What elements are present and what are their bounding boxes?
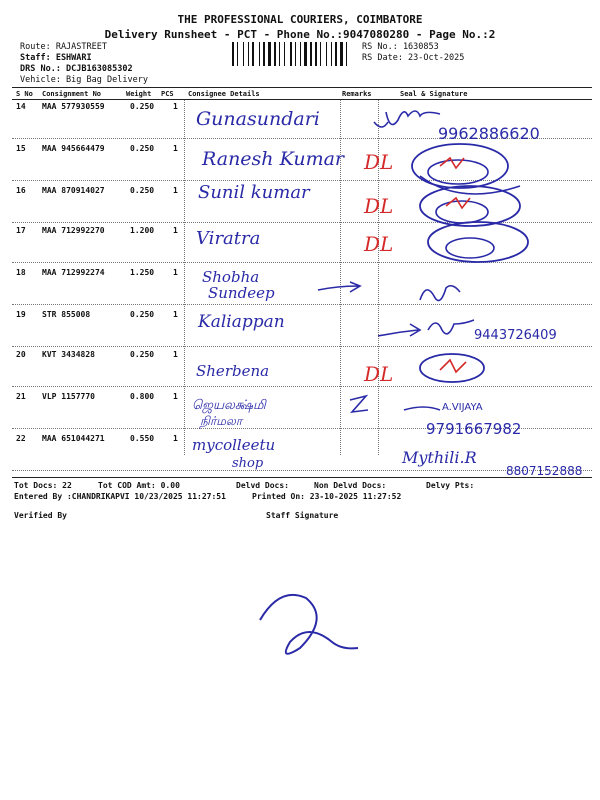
row-consignment: KVT 3434828: [42, 350, 95, 359]
row-pcs: 1: [173, 268, 178, 277]
seal-name-21: A.VIJAYA: [442, 402, 483, 413]
seal-phone-19: 9443726409: [474, 328, 557, 343]
row-sno: 21: [16, 392, 26, 401]
row-consignment: STR 855008: [42, 310, 91, 319]
row-consignment: VLP 1157770: [42, 392, 95, 401]
col-consignee: Consignee Details: [188, 90, 260, 98]
runsheet-title: Delivery Runsheet - PCT - Phone No.:9047080280 - Page No.:2: [104, 28, 496, 41]
row-weight: 0.800: [130, 392, 155, 401]
col-pcs: PCS: [161, 90, 174, 98]
row-consignment: MAA 712992270: [42, 226, 105, 235]
row-pcs: 1: [173, 310, 178, 319]
row-consignment: MAA 577930559: [42, 102, 105, 111]
row-sno: 22: [16, 434, 26, 443]
row-sno: 19: [16, 310, 26, 319]
consignee-hand-14: Gunasundari: [196, 108, 320, 130]
row-pcs: 1: [173, 392, 178, 401]
row-consignment: MAA 945664479: [42, 144, 105, 153]
remark-dl-15: DL: [364, 150, 394, 174]
remark-dl-16: DL: [364, 194, 394, 218]
company-name: THE PROFESSIONAL COURIERS, COIMBATORE: [177, 13, 423, 26]
consignee-hand-22a: mycolleetu: [192, 436, 276, 454]
row-weight: 0.250: [130, 102, 155, 111]
col-remarks: Remarks: [342, 90, 372, 98]
row-sno: 18: [16, 268, 26, 277]
row-pcs: 1: [173, 226, 178, 235]
vehicle-label: Vehicle: Big Bag Delivery: [20, 75, 148, 85]
remark-dl-17: DL: [364, 232, 394, 256]
consignee-hand-21b: நிர்மலா: [200, 414, 243, 428]
consignee-hand-18a: Shobha: [202, 268, 260, 286]
footer-top-rule: [12, 477, 592, 478]
printed-on: Printed On: 23-10-2025 11:27:52: [252, 492, 402, 501]
total-docs: Tot Docs: 22: [14, 481, 72, 490]
route-label: Route: RAJASTREET: [20, 42, 107, 52]
delivery-points: Delvy Pts:: [426, 481, 475, 490]
row-sno: 15: [16, 144, 26, 153]
row-sno: 20: [16, 350, 26, 359]
consignee-hand-18b: Sundeep: [208, 284, 275, 302]
consignee-hand-19: Kaliappan: [198, 312, 285, 332]
row-consignment: MAA 870914027: [42, 186, 105, 195]
rs-number: RS No.: 1630853: [362, 42, 439, 52]
row-weight: 0.250: [130, 310, 155, 319]
entered-by: Entered By :CHANDRIKAPVI 10/23/2025 11:27:51: [14, 492, 226, 501]
staff-signature: Staff Signature: [266, 511, 339, 520]
total-cod: Tot COD Amt: 0.00: [98, 481, 180, 490]
rs-date: RS Date: 23-Oct-2025: [362, 53, 465, 63]
row-weight: 1.250: [130, 268, 155, 277]
col-consignment: Consignment No: [42, 90, 102, 98]
row-weight: 1.200: [130, 226, 155, 235]
seal-name-22: Mythili.R: [402, 448, 477, 467]
row-sno: 16: [16, 186, 26, 195]
consignee-hand-22b: shop: [232, 456, 264, 471]
seal-phone-22: 8807152888: [506, 464, 583, 478]
row-weight: 0.250: [130, 144, 155, 153]
row-pcs: 1: [173, 144, 178, 153]
row-weight: 0.250: [130, 186, 155, 195]
non-delivered-docs: Non Delvd Docs:: [314, 481, 387, 490]
row-consignment: MAA 712992274: [42, 268, 105, 277]
row-pcs: 1: [173, 350, 178, 359]
row-weight: 0.250: [130, 350, 155, 359]
col-weight: Weight: [126, 90, 152, 98]
consignee-hand-17: Viratra: [196, 228, 261, 249]
row-pcs: 1: [173, 186, 178, 195]
drs-number: DRS No.: DCJB163085302: [20, 64, 133, 74]
col-sno: S No: [16, 90, 33, 98]
consignee-hand-16: Sunil kumar: [198, 182, 310, 203]
delivered-docs: Delvd Docs:: [236, 481, 289, 490]
row-consignment: MAA 651044271: [42, 434, 105, 443]
staff-label: Staff: ESHWARI: [20, 53, 92, 63]
col-seal-signature: Seal & Signature: [400, 90, 468, 98]
row-weight: 0.550: [130, 434, 155, 443]
remark-dl-20: DL: [364, 362, 394, 386]
consignee-hand-21a: ஜெயலக்ஷ்மி: [192, 398, 266, 413]
row-sno: 14: [16, 102, 26, 111]
row-sno: 17: [16, 226, 26, 235]
seal-phone-14: 9962886620: [438, 124, 540, 143]
row-pcs: 1: [173, 102, 178, 111]
consignee-hand-15: Ranesh Kumar: [202, 148, 345, 170]
row-pcs: 1: [173, 434, 178, 443]
verified-by: Verified By: [14, 511, 67, 520]
consignee-hand-20: Sherbena: [196, 362, 270, 380]
seal-phone-21: 9791667982: [426, 420, 522, 438]
